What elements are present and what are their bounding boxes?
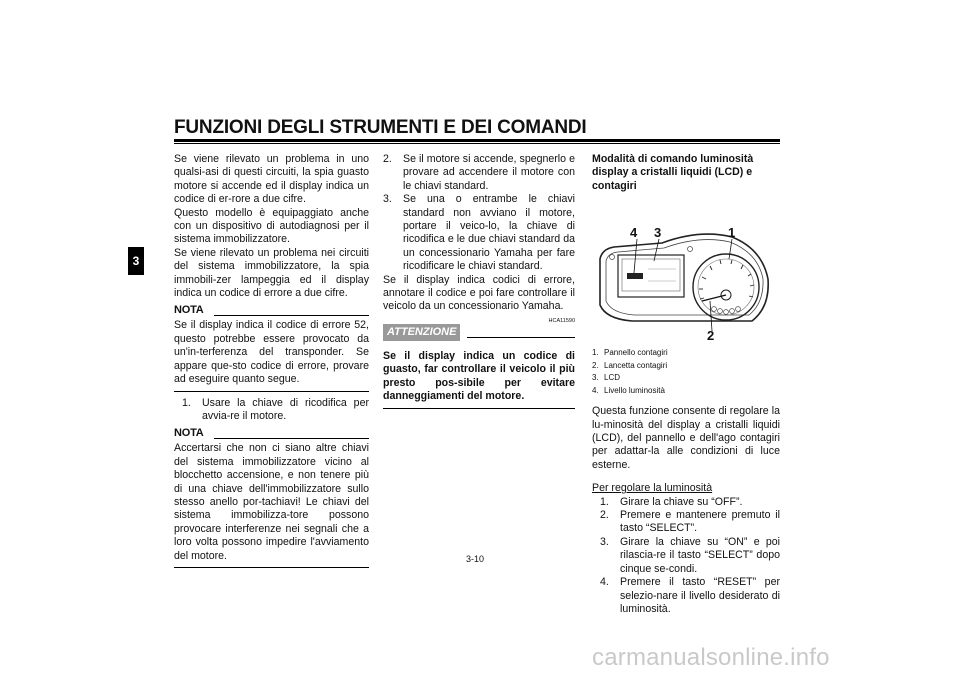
step-number: 2.	[600, 509, 609, 522]
figure-callout-4: 4	[630, 225, 638, 241]
legend-text: LCD	[604, 373, 621, 383]
paragraph: Questa funzione consente di regolare la lu-minosità del display a cristalli liquidi (LCD), del pannello e dell'ago contagiri per adattar-la alle condizioni di luce esterne.	[592, 405, 780, 471]
step-number: 4.	[600, 576, 609, 589]
step-number: 1.	[600, 495, 609, 508]
nota-end-rule	[174, 391, 369, 392]
paragraph: Se il display indica codici di errore, annotare il codice e poi fare controllare il veicolo da un concessionario Yamaha.	[383, 273, 575, 313]
page-title: FUNZIONI DEGLI STRUMENTI E DEI COMANDI	[174, 117, 587, 138]
list-item	[383, 153, 575, 193]
legend-number: 2.	[592, 360, 599, 370]
legend-item	[592, 360, 780, 373]
column-3	[592, 153, 780, 616]
paragraph: Se viene rilevato un problema nei circuiti del sistema immobilizzatore, la spia immobili-zer lampeggia ed il display indica un codice di errore a due cifre.	[174, 246, 369, 300]
legend-item	[592, 372, 780, 385]
page-number: 3-10	[466, 554, 485, 564]
attention-end-rule	[383, 408, 575, 409]
legend-item	[592, 385, 780, 398]
list-item	[592, 496, 780, 509]
legend-number: 4.	[592, 385, 599, 395]
legend-text: Pannello contagiri	[604, 348, 668, 358]
nota-label: NOTA	[174, 427, 204, 440]
figure-legend	[592, 347, 780, 397]
legend-number: 3.	[592, 373, 599, 383]
list-item	[174, 397, 369, 424]
column-2	[383, 153, 575, 414]
step-text: Girare la chiave su “ON” e poi rilascia-re il tasto “SELECT” dopo cinque se-condi.	[620, 535, 780, 575]
legend-number: 1.	[592, 348, 599, 358]
step-text: Premere e mantenere premuto il tasto “SELECT”.	[620, 509, 780, 535]
nota-heading	[174, 304, 369, 319]
procedure-title: Per regolare la luminosità	[592, 482, 713, 495]
legend-text: Lancetta contagiri	[604, 360, 668, 370]
step-text: Se una o entrambe le chiavi standard non avviano il motore, portare il veico-lo, la chiave di ricodifica e le due chiavi standard da un concessionario Yamaha per fare ricodificare le chiavi standard.	[403, 193, 575, 273]
nota-heading	[174, 427, 369, 442]
chapter-tab: 3	[128, 247, 144, 275]
list-item	[383, 193, 575, 273]
attention-badge: ATTENZIONE	[383, 324, 460, 341]
nota-rule	[214, 438, 369, 439]
nota-label: NOTA	[174, 304, 204, 317]
step-number: 2.	[383, 153, 392, 165]
list-item	[592, 576, 780, 616]
title-rule-thin	[174, 143, 780, 144]
figure-callout-1: 1	[728, 225, 736, 241]
figure-callout-3: 3	[654, 225, 662, 241]
step-text: Girare la chiave su “OFF”.	[620, 495, 743, 508]
watermark: carmanualsonline.info	[592, 644, 830, 671]
attention-code: HCA11590	[548, 317, 575, 324]
nota-text: Se il display indica il codice di errore 52, questo potrebbe essere provocato da un'in-terferenza del transponder. Se appare que-sto codice di errore, provare ad eseguire quanto segue.	[174, 319, 369, 386]
attention-text: Se il display indica un codice di guasto, far controllare il veicolo il più presto pos-sibile per evitare danneggiamenti del motore.	[383, 349, 575, 403]
step-number: 3.	[600, 535, 609, 548]
step-text: Usare la chiave di ricodifica per avvia-re il motore.	[202, 396, 369, 422]
nota-text: Accertarsi che non ci siano altre chiavi del sistema immobilizzatore vicino al blocchetto accensione, e non tenere più di una chiave dell'immobilizzatore sullo stesso anello por-tachiavi! Le chiavi del sistema immobilizza-tore possono provocare interferenze nei segnali che a loro volta possono impedire l'avviamento del motore.	[174, 442, 369, 562]
nota-end-rule	[174, 567, 369, 568]
title-rule	[174, 139, 780, 142]
paragraph: Se viene rilevato un problema in uno qualsi-asi di questi circuiti, la spia guasto motore si accende ed il display indica un codice di er-rore a due cifre.	[174, 153, 369, 206]
attention-rule	[467, 337, 575, 338]
step-text: Premere il tasto “RESET” per selezio-nare il livello desiderato di luminosità.	[620, 576, 780, 615]
list-item	[592, 509, 780, 536]
instrument-panel-illustration	[592, 197, 780, 343]
attention-heading	[383, 318, 575, 344]
list-item	[592, 536, 780, 576]
legend-text: Livello luminosità	[604, 385, 665, 395]
figure-callout-2: 2	[707, 328, 715, 344]
instrument-panel-figure	[592, 197, 780, 343]
paragraph: Questo modello è equipaggiato anche con un dispositivo di autodiagnosi per il sistema immobilizzatore.	[174, 206, 369, 246]
step-number: 1.	[182, 396, 191, 409]
nota-rule	[214, 315, 369, 316]
column-1	[174, 153, 369, 573]
legend-item	[592, 347, 780, 360]
step-number: 3.	[383, 193, 392, 206]
step-text: Se il motore si accende, spegnerlo e provare ad accendere il motore con le chiavi standard.	[403, 153, 575, 192]
section-heading: Modalità di comando luminosità display a cristalli liquidi (LCD) e contagiri	[592, 153, 754, 192]
